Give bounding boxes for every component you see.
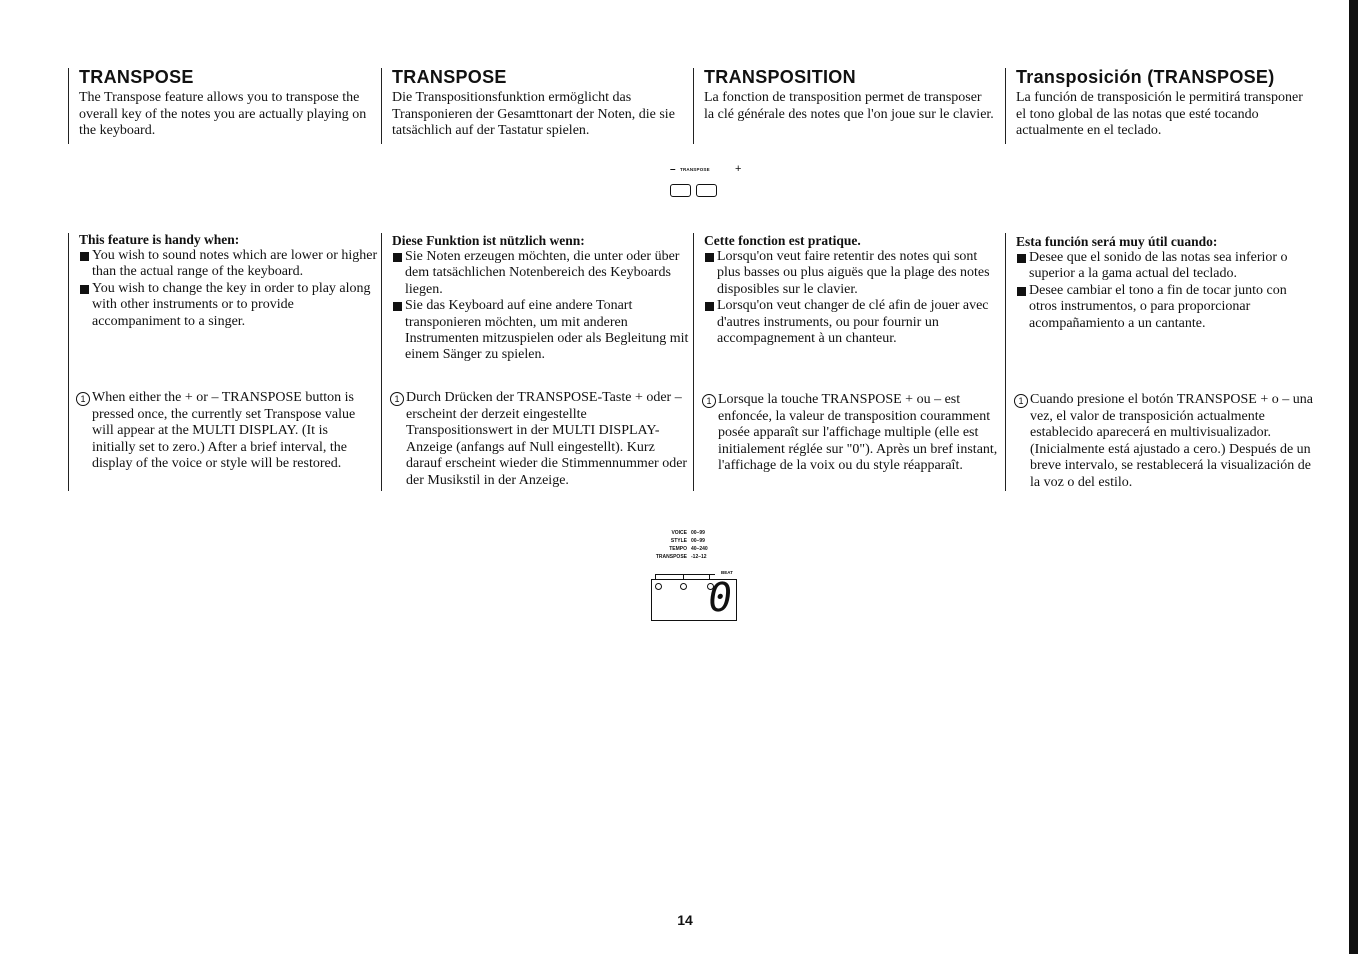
handy-title-german: Diese Funktion ist nützlich wenn: xyxy=(392,233,585,248)
column-german-lower xyxy=(382,233,692,364)
beat-label: BEAT xyxy=(721,570,733,575)
heading-english: TRANSPOSE xyxy=(79,67,194,87)
step-text-german: Durch Drücken der TRANSPOSE-Taste + oder – erscheint der derzeit eingestellte Transpositionswert in der MULTI DISPLAY-Anzeige (anfangs auf Null eingestellt). Kurz darauf erscheint wieder die Stimmennummer oder der Musikstil in der Anzeige. xyxy=(406,390,688,488)
handy-title-spanish: Esta función será muy útil cuando: xyxy=(1016,234,1218,249)
column-english-lower xyxy=(69,232,381,330)
column-german xyxy=(382,66,687,140)
plus-label: + xyxy=(735,163,742,175)
page-edge-bar xyxy=(1349,0,1358,954)
bullet-item: Sie das Keyboard auf eine andere Tonart transponieren möchten, um mit anderen Instrumenten mitzuspielen oder als Begleitung mit einem Sänger zu spielen. xyxy=(392,298,692,364)
step-spanish xyxy=(1014,392,1314,491)
beat-dot-icon xyxy=(655,583,662,590)
column-spanish-lower xyxy=(1006,234,1311,332)
heading-spanish: Transposición (TRANSPOSE) xyxy=(1016,67,1275,87)
column-german-step xyxy=(380,390,690,489)
column-spanish xyxy=(1006,66,1311,140)
legend-row: VOICE 00–99 xyxy=(671,530,705,536)
transpose-buttons-diagram xyxy=(668,163,748,196)
page-number: 14 xyxy=(677,912,693,928)
heading-french: TRANSPOSITION xyxy=(704,67,856,87)
column-french-step xyxy=(692,392,1000,475)
bullet-item: Desee cambiar el tono a fin de tocar junto con otros instrumentos, o para proporcionar acompañamiento a un cantante. xyxy=(1016,283,1311,332)
step-french xyxy=(702,392,1000,475)
bullet-item: Desee que el sonido de las notas sea inferior o superior a la gama actual del teclado. xyxy=(1016,250,1311,283)
bullet-list-german xyxy=(392,249,692,364)
handy-title-french: Cette fonction est pratique. xyxy=(704,233,861,248)
lcd-screen xyxy=(651,575,737,621)
transpose-minus-button xyxy=(670,184,691,197)
legend-row: TRANSPOSE -12–12 xyxy=(655,554,707,560)
beat-indicator-line xyxy=(655,574,715,575)
bullet-item: You wish to sound notes which are lower or higher than the actual range of the keyboard. xyxy=(79,248,381,281)
column-english xyxy=(69,66,379,140)
step-text-spanish: Cuando presione el botón TRANSPOSE + o – una vez, el valor de transposición actualmente establecido aparecerá en multivisualizador. (Inicialmente está ajustado a cero.) Después de un breve intervalo, se restablecerá la visualización de la voz o del estilo. xyxy=(1030,392,1313,490)
bullet-list-spanish xyxy=(1016,250,1311,332)
intro-spanish: La función de transposición le permitirá transponer el tono global de las notas que esté tocando actualmente en el teclado. xyxy=(1016,90,1303,138)
column-french xyxy=(694,66,994,123)
step-text-english: When either the + or – TRANSPOSE button is pressed once, the currently set Transpose value will appear at the MULTI DISPLAY. (It is initially set to zero.) After a brief interval, the display of the voice or style will be restored. xyxy=(92,390,356,471)
column-french-lower xyxy=(694,233,999,347)
legend-row: STYLE 00–99 xyxy=(670,538,705,544)
step-english xyxy=(76,390,371,473)
intro-english: The Transpose feature allows you to transpose the overall key of the notes you are actually playing on the keyboard. xyxy=(79,90,367,138)
display-digit: 0 xyxy=(704,575,736,621)
intro-german: Die Transpositionsfunktion ermöglicht das Transponieren der Gesamttonart der Noten, die sie tatsächlich auf der Tastatur spielen. xyxy=(392,90,675,138)
intro-french: La fonction de transposition permet de transposer la clé générale des notes que l'on joue sur le clavier. xyxy=(704,90,994,122)
beat-dot-icon xyxy=(680,583,687,590)
column-spanish-step xyxy=(1004,392,1314,491)
bullet-item: You wish to change the key in order to play along with other instruments or to provide accompaniment to a singer. xyxy=(79,281,381,330)
step-number-icon: 1 xyxy=(702,394,716,408)
transpose-plus-button xyxy=(696,184,717,197)
bullet-list-english xyxy=(79,248,381,330)
step-german xyxy=(390,390,690,489)
step-text-french: Lorsque la touche TRANSPOSE + ou – est enfoncée, la valeur de transposition couramment posée apparaît sur l'affichage multiple (elle est initialement réglée sur "0"). Après un bref instant, l'affichage de la voix ou du style réapparaît. xyxy=(718,392,998,473)
bullet-item: Lorsqu'on veut changer de clé afin de jouer avec d'autres instruments, ou pour fournir un accompagnement à un chanteur. xyxy=(704,298,999,347)
bullet-list-french xyxy=(704,249,999,347)
heading-german: TRANSPOSE xyxy=(392,67,507,87)
handy-title-english: This feature is handy when: xyxy=(79,232,240,247)
transpose-diagram-label: TRANSPOSE xyxy=(680,167,710,172)
multi-display-diagram xyxy=(645,530,745,625)
minus-label: – xyxy=(670,164,676,175)
column-english-step xyxy=(66,390,371,473)
step-number-icon: 1 xyxy=(1014,394,1028,408)
step-number-icon: 1 xyxy=(390,392,404,406)
bullet-item: Lorsqu'on veut faire retentir des notes qui sont plus basses ou plus aiguës que la plage des notes disposibles sur le clavier. xyxy=(704,249,999,298)
legend-row: TEMPO 40–240 xyxy=(669,546,708,552)
bullet-item: Sie Noten erzeugen möchten, die unter oder über dem tatsächlichen Notenbereich des Keyboards liegen. xyxy=(392,249,692,298)
step-number-icon: 1 xyxy=(76,392,90,406)
